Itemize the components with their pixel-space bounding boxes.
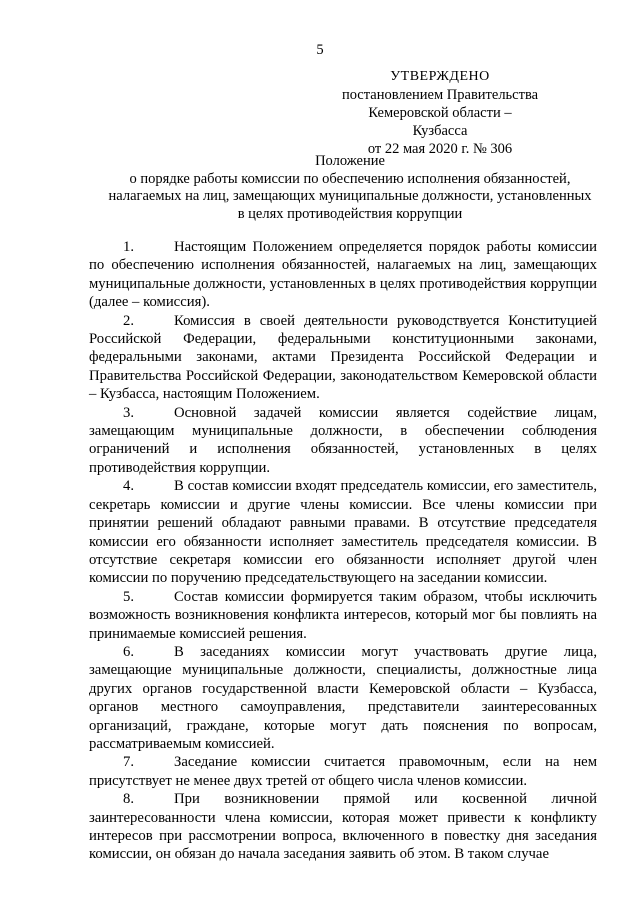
paragraph-number: 6. [123,643,135,660]
paragraph-number: 4. [123,478,135,495]
paragraph-number: 2. [123,312,135,329]
approval-date: от 22 мая 2020 г. № 306 [367,141,513,157]
paragraph-text: Комиссия в своей деятельности руководствуется Конституцией Российской Федерации, федеральными конституционными законами, федеральными законами, актами Президента Российской Федерации и Правительства Российской Федерации, законодательством Кемеровской области – Кузбасса, настоящим Положением. [89,312,597,403]
title-line: налагаемых на лиц, замещающих муниципальные должности, установленных [108,188,592,204]
paragraph-text: При возникновении прямой или косвенной личной заинтересованности члена комиссии, которая может привести к конфликту интересов при рассмотрении вопроса, включенного в повестку дня заседания комиссии, он обязан до начала заседания заявить об этом. В таком случае [89,791,597,863]
document-body [89,238,597,864]
paragraph-6 [89,643,597,753]
paragraph-number: 1. [123,239,135,255]
paragraph-1 [89,238,597,312]
page-number: 5 [316,42,324,58]
paragraph-8 [89,790,597,864]
paragraph-7 [89,753,597,790]
title-line: о порядке работы комиссии по обеспечению исполнения обязанностей, [129,170,571,187]
paragraph-number: 5. [123,588,135,605]
paragraph-3 [89,404,597,478]
title-line: в целях противодействия коррупции [237,205,463,222]
paragraph-text: В заседаниях комиссии могут участвовать другие лица, замещающие муниципальные должности, специалисты, должностные лица других органов государственной власти Кемеровской области – Кузбасса, органов местного самоуправления, представители заинтересованных организаций, граждане, которые могут дать пояснения по вопросам, рассматриваемым комиссией. [89,643,597,752]
paragraph-text: Основной задачей комиссии является содействие лицам, замещающим муниципальные должности, в обеспечении соблюдения ограничений и исполнения обязанностей, установленных в целях противодействия коррупции. [89,404,597,476]
paragraph-number: 8. [123,791,135,808]
title-heading: Положение [315,153,385,169]
paragraph-text: Настоящим Положением определяется порядок работы комиссии по обеспечению исполнения обязанностей, налагаемых на лиц, замещающих муниципальные должности, установленных в целях противодействия коррупции (далее – комиссия). [89,239,597,311]
document-title [80,153,620,223]
paragraph-text: Состав комиссии формируется таким образом, чтобы исключить возможность возникновения конфликта интересов, который мог бы повлиять на принимаемые комиссией решения. [89,588,597,642]
paragraph-number: 3. [123,404,135,421]
approval-block [340,68,540,158]
paragraph-2 [89,312,597,404]
paragraph-4 [89,477,597,587]
paragraph-text: Заседание комиссии считается правомочным, если на нем присутствует не менее двух третей от общего числа членов комиссии. [89,754,597,789]
approval-line: постановлением Правительства [341,87,539,103]
paragraph-text: В состав комиссии входят председатель комиссии, его заместитель, секретарь комиссии и другие члены комиссии. Все члены комиссии при принятии решений обладают равными правами. В отсутствие председателя комиссии его обязанности исполняет заместитель председателя комиссии. В отсутствие секретаря комиссии его обязанности исполняет другой член комиссии по поручению председательствующего на заседании комиссии. [89,478,597,587]
approval-stamp: УТВЕРЖДЕНО [390,69,490,84]
paragraph-number: 7. [123,754,135,771]
paragraph-5 [89,588,597,643]
approval-line: Кемеровской области – Кузбасса [368,105,512,139]
